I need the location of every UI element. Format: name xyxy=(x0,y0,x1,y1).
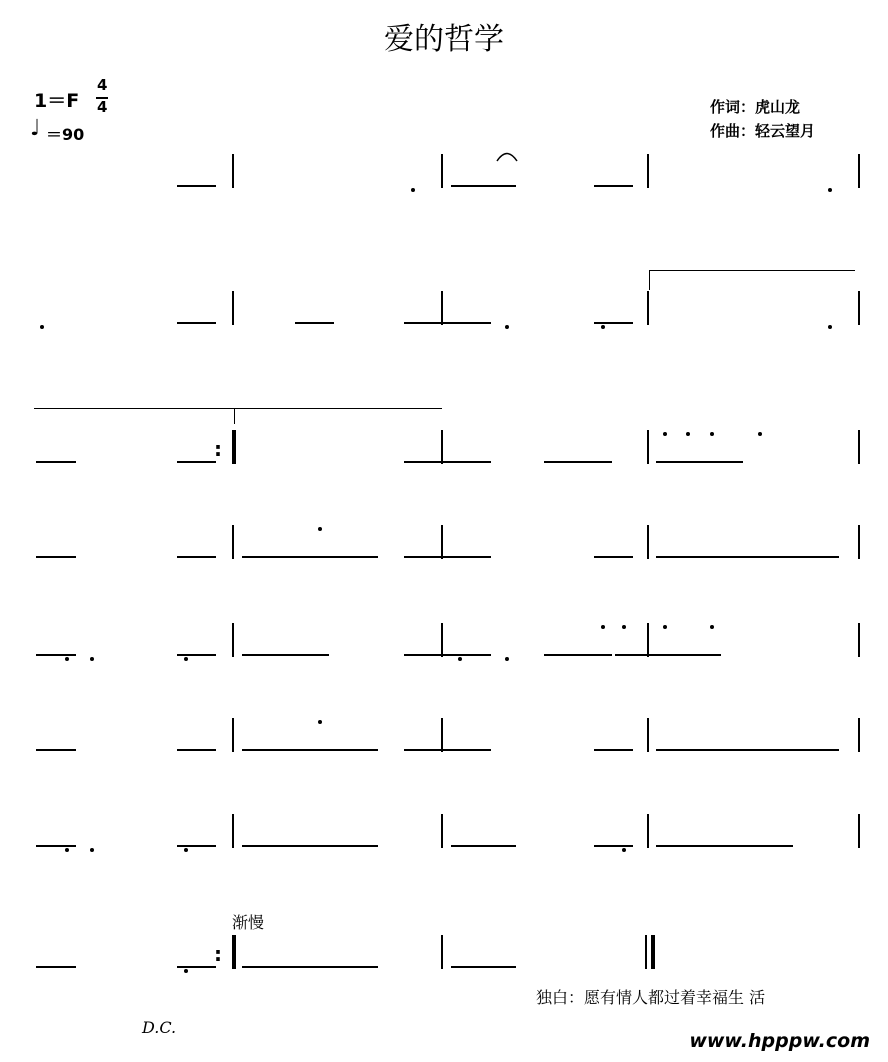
beam-underline xyxy=(594,749,633,751)
beam-underline xyxy=(615,654,721,656)
beam-underline xyxy=(451,966,516,968)
barline xyxy=(647,291,649,325)
da-capo-mark: D.C. xyxy=(142,1018,177,1037)
upper-octave-dot xyxy=(622,625,626,629)
beam-underline xyxy=(177,654,216,656)
volta-2-hook xyxy=(234,408,235,424)
barline xyxy=(647,430,649,464)
tempo-value: ＝90 xyxy=(46,125,85,144)
barline xyxy=(858,718,860,752)
barline xyxy=(647,154,649,188)
repeat-barline xyxy=(232,935,236,969)
beam-underline xyxy=(177,461,216,463)
barline xyxy=(647,814,649,848)
lower-octave-dot xyxy=(828,325,832,329)
volta-1-hook xyxy=(649,270,650,290)
upper-octave-dot xyxy=(601,625,605,629)
barline xyxy=(441,154,443,188)
barline xyxy=(858,525,860,559)
barline xyxy=(232,525,234,559)
beam-underline xyxy=(36,556,76,558)
beam-underline xyxy=(404,654,491,656)
beam-underline xyxy=(451,185,516,187)
lower-octave-dot xyxy=(184,657,188,661)
upper-octave-dot xyxy=(710,625,714,629)
beam-underline xyxy=(36,845,76,847)
beam-underline xyxy=(242,845,378,847)
beam-underline xyxy=(242,556,378,558)
website-watermark: www.hpppw.com xyxy=(689,1030,870,1052)
beam-underline xyxy=(656,749,839,751)
barline xyxy=(232,154,234,188)
barline xyxy=(232,718,234,752)
beam-underline xyxy=(36,654,76,656)
beam-underline xyxy=(594,322,633,324)
barline xyxy=(441,525,443,559)
barline xyxy=(858,154,860,188)
repeat-colon: : xyxy=(214,437,222,461)
composer-credit: 作曲：轻云望月 xyxy=(710,122,816,140)
barline xyxy=(645,935,647,969)
barline xyxy=(441,430,443,464)
barline xyxy=(232,291,234,325)
barline xyxy=(441,291,443,325)
repeat-colon: : xyxy=(214,942,222,966)
beam-underline xyxy=(177,845,216,847)
repeat-barline xyxy=(651,935,655,969)
beam-underline xyxy=(656,461,743,463)
barline xyxy=(232,623,234,657)
upper-octave-dot xyxy=(318,527,322,531)
lower-octave-dot xyxy=(65,848,69,852)
beam-underline xyxy=(36,461,76,463)
beam-underline xyxy=(177,556,216,558)
beam-underline xyxy=(594,185,633,187)
song-title: 爱的哲学 xyxy=(384,22,504,57)
barline xyxy=(858,814,860,848)
spoken-remark: 独白：愿有情人都过着幸福生 活 xyxy=(536,988,766,1007)
barline xyxy=(647,718,649,752)
beam-underline xyxy=(656,556,839,558)
barline xyxy=(232,814,234,848)
barline xyxy=(441,623,443,657)
quarter-note-icon: ♩ xyxy=(30,116,41,141)
beam-underline xyxy=(242,966,378,968)
beam-underline xyxy=(177,185,216,187)
lower-octave-dot xyxy=(411,188,415,192)
upper-octave-dot xyxy=(686,432,690,436)
volta-1-line xyxy=(649,270,855,271)
beam-underline xyxy=(544,461,612,463)
beam-underline xyxy=(544,654,612,656)
beam-underline xyxy=(404,749,491,751)
beam-underline xyxy=(177,322,216,324)
beam-underline xyxy=(404,461,491,463)
volta-1-line-cont xyxy=(34,408,442,409)
time-sig-numerator: 4 xyxy=(97,76,108,94)
upper-octave-dot xyxy=(710,432,714,436)
beam-underline xyxy=(295,322,334,324)
upper-octave-dot xyxy=(758,432,762,436)
barline xyxy=(647,525,649,559)
tempo-mark-rit: 渐慢 xyxy=(232,913,265,932)
barline xyxy=(647,623,649,657)
beam-underline xyxy=(177,966,216,968)
barline xyxy=(858,623,860,657)
lower-octave-dot xyxy=(90,848,94,852)
upper-octave-dot xyxy=(318,720,322,724)
time-sig-denominator: 4 xyxy=(97,98,108,116)
key-signature: 1＝F xyxy=(34,90,80,112)
lower-octave-dot xyxy=(458,657,462,661)
barline xyxy=(858,291,860,325)
lower-octave-dot xyxy=(622,848,626,852)
lower-octave-dot xyxy=(505,657,509,661)
beam-underline xyxy=(177,749,216,751)
lower-octave-dot xyxy=(90,657,94,661)
barline xyxy=(441,935,443,969)
upper-octave-dot xyxy=(663,625,667,629)
beam-underline xyxy=(242,654,329,656)
beam-underline xyxy=(404,556,491,558)
lower-octave-dot xyxy=(505,325,509,329)
beam-underline xyxy=(451,845,516,847)
beam-underline xyxy=(594,556,633,558)
beam-underline xyxy=(404,322,491,324)
barline xyxy=(858,430,860,464)
lyricist-credit: 作词：虎山龙 xyxy=(710,98,801,116)
barline xyxy=(441,814,443,848)
beam-underline xyxy=(242,749,378,751)
lower-octave-dot xyxy=(40,325,44,329)
lower-octave-dot xyxy=(65,657,69,661)
barline xyxy=(441,718,443,752)
lower-octave-dot xyxy=(184,848,188,852)
upper-octave-dot xyxy=(663,432,667,436)
beam-underline xyxy=(656,845,793,847)
lower-octave-dot xyxy=(828,188,832,192)
fermata-icon xyxy=(496,150,518,162)
lower-octave-dot xyxy=(184,969,188,973)
repeat-barline xyxy=(232,430,236,464)
beam-underline xyxy=(36,749,76,751)
beam-underline xyxy=(594,845,633,847)
beam-underline xyxy=(36,966,76,968)
lower-octave-dot xyxy=(601,325,605,329)
